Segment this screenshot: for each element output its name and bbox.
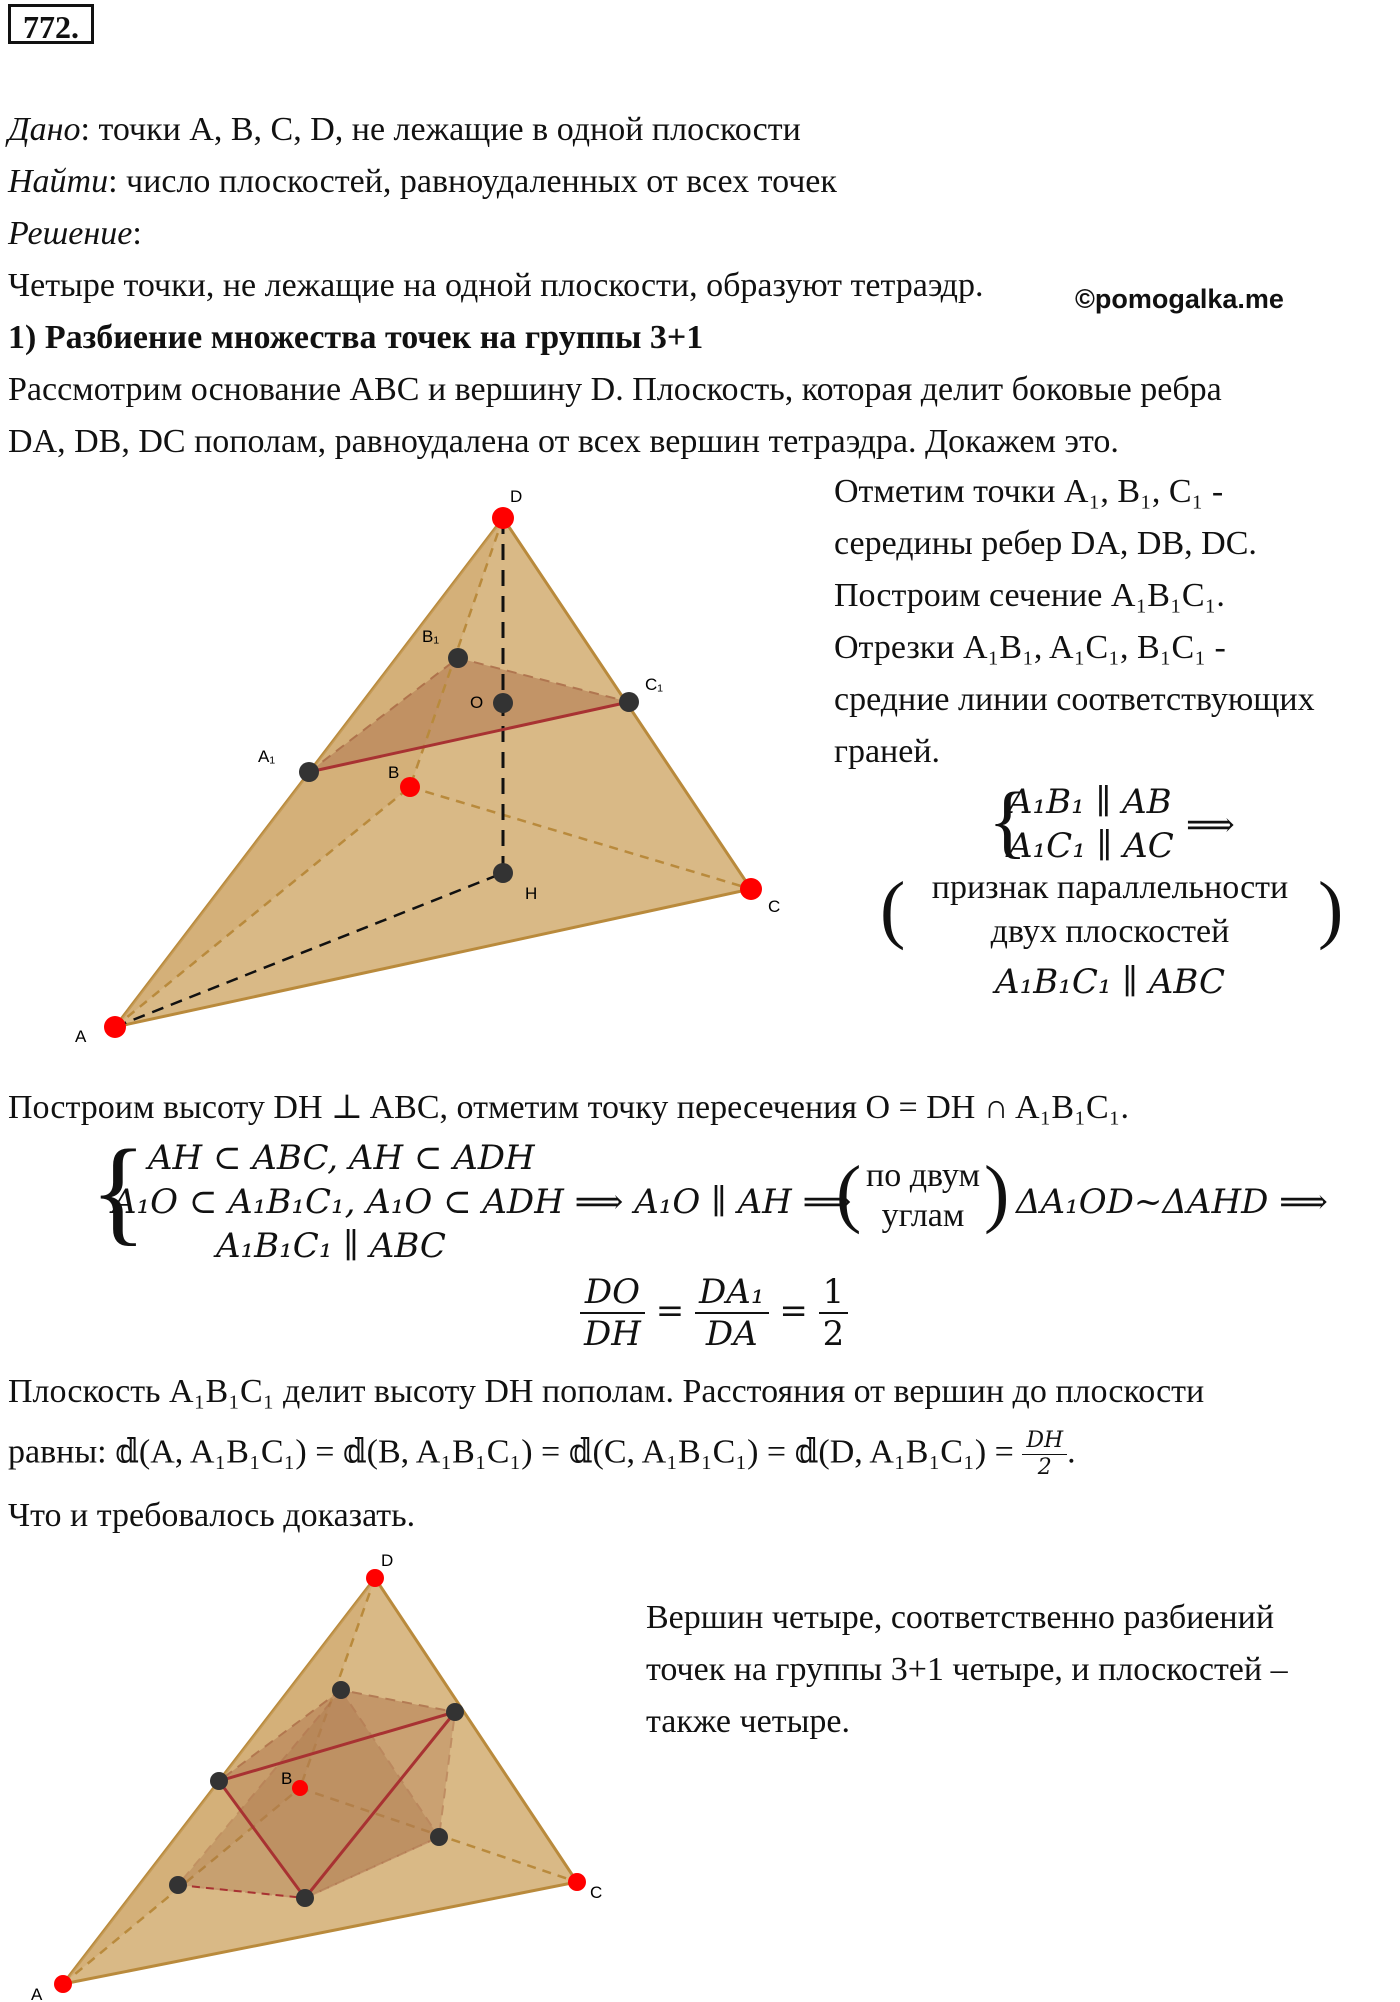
- criterion-paren-right: ): [1318, 867, 1344, 951]
- label-A1: A₁: [258, 747, 276, 766]
- point-B: [400, 777, 420, 797]
- label-H: H: [525, 884, 538, 903]
- frac1-num: DO: [580, 1272, 645, 1314]
- fraction-one-half: [819, 1272, 849, 1354]
- intro-text: Четыре точки, не лежащие на одной плоскости, образуют тетраэдр.: [8, 267, 984, 304]
- bottom-text-1: Вершин четыре, соответственно разбиений: [646, 1599, 1275, 1636]
- frac2-den: DA: [705, 1314, 758, 1354]
- solution-line: [8, 214, 142, 254]
- criterion-paren-left: (: [880, 867, 906, 951]
- right-text-6: граней.: [834, 733, 941, 770]
- right-text-4: Отрезки A₁B₁, A₁C₁, B₁C₁ -: [834, 629, 1226, 666]
- system2-line2: A₁O ⊂ A₁B₁C₁, A₁O ⊂ ADH ⟹ A₁O ∥ AH ⟹: [112, 1182, 852, 1222]
- ratio-equation: [580, 1272, 848, 1354]
- point-D: [366, 1569, 384, 1587]
- given-line: [8, 110, 801, 150]
- point-A: [104, 1016, 126, 1038]
- right-text-2: середины ребер DA, DB, DC.: [834, 525, 1257, 562]
- system2-line1: AH ⊂ ABC, AH ⊂ ADH: [148, 1138, 535, 1178]
- label-C1: C₁: [645, 675, 664, 694]
- eq2: =: [779, 1291, 808, 1331]
- plane-line2: равны: 𝕕(A, A₁B₁C₁) = 𝕕(B, A₁B₁C₁) = 𝕕(C, A₁B₁C₁) = 𝕕(D, A₁B₁C₁) =: [8, 1433, 1014, 1471]
- midpoint-DA: [210, 1772, 228, 1790]
- point-C: [740, 878, 762, 900]
- right-text-1: Отметим точки A₁, B₁, C₁ -: [834, 473, 1224, 510]
- label-C: C: [590, 1883, 603, 1902]
- fraction-DA1-DA: [695, 1272, 768, 1354]
- label-A: A: [31, 1985, 43, 2002]
- bottom-text-2: точек на группы 3+1 четыре, и плоскостей –: [646, 1651, 1288, 1688]
- point-B1: [448, 648, 468, 668]
- midpoint-AC: [296, 1889, 314, 1907]
- find-label: Найти: [8, 163, 109, 200]
- point-B: [292, 1780, 308, 1796]
- criterion-line1: признак параллельности: [931, 869, 1289, 906]
- solution-label: Решение: [8, 215, 133, 252]
- find-line: [8, 162, 837, 202]
- midpoint-DB: [332, 1681, 350, 1699]
- right-text-5: средние линии соответствующих: [834, 681, 1315, 718]
- label-B1: B₁: [422, 627, 440, 646]
- frac2-num: DA₁: [695, 1272, 768, 1314]
- label-C: C: [768, 897, 781, 916]
- frac3-num: 1: [819, 1272, 849, 1314]
- angles-line1: по двум: [866, 1157, 980, 1194]
- midpoint-BC: [430, 1828, 448, 1846]
- right-text-3: Построим сечение A₁B₁C₁.: [834, 577, 1225, 614]
- para1-line2: DA, DB, DC пополам, равноудалена от всех вершин тетраэдра. Докажем это.: [8, 423, 1119, 460]
- conclusion1: A₁B₁C₁ ∥ ABC: [995, 962, 1225, 1002]
- system2-brace: {: [90, 1125, 147, 1256]
- label-B: B: [388, 763, 400, 782]
- eq1: =: [655, 1291, 685, 1331]
- angles-paren-right: ): [984, 1151, 1010, 1235]
- system1-arrow: ⟹: [1186, 807, 1235, 844]
- section1-title: 1) Разбиение множества точек на группы 3+1: [8, 319, 704, 356]
- frac3-den: 2: [822, 1314, 845, 1354]
- bottom-text-3: также четыре.: [646, 1703, 850, 1740]
- midpoint-AB: [169, 1876, 187, 1894]
- para1-line1: Рассмотрим основание ABC и вершину D. Плоскость, которая делит боковые ребра: [8, 371, 1222, 408]
- point-D: [492, 507, 514, 529]
- point-O: [493, 693, 513, 713]
- watermark: ©pomogalka.me: [1075, 284, 1284, 314]
- plane-dot: .: [1067, 1433, 1076, 1471]
- label-O: O: [470, 693, 484, 712]
- frac1-den: DH: [584, 1314, 641, 1354]
- point-C: [568, 1873, 586, 1891]
- find-text: : число плоскостей, равноудаленных от всех точек: [108, 163, 837, 200]
- midpoint-DC: [446, 1703, 464, 1721]
- similar-triangles: ΔA₁OD~ΔAHD ⟹: [1016, 1182, 1328, 1222]
- tetrahedron-figure-2: [25, 1548, 645, 2002]
- solution-colon: :: [132, 215, 142, 252]
- angles-line2: углам: [881, 1197, 965, 1234]
- angles-paren-left: (: [836, 1151, 862, 1235]
- criterion-line2: двух плоскостей: [990, 913, 1230, 950]
- system2-line3: A₁B₁C₁ ∥ ABC: [216, 1226, 446, 1266]
- qed-line: Что и требовалось доказать.: [8, 1497, 416, 1534]
- height-line: Построим высоту DH ⊥ ABC, отметим точку пересечения O = DH ∩ A₁B₁C₁.: [8, 1089, 1129, 1126]
- system1-brace: {: [988, 775, 1028, 866]
- point-H: [493, 863, 513, 883]
- system1-line2: A₁C₁ ∥ AC: [1008, 826, 1174, 866]
- label-D: D: [510, 487, 523, 506]
- tetrahedron-figure-1: [70, 480, 810, 1050]
- system1-line1: A₁B₁ ∥ AB: [1008, 782, 1172, 822]
- given-text: : точки A, B, C, D, не лежащие в одной плоскости: [80, 111, 801, 148]
- fraction-DH-2: [1022, 1428, 1067, 1481]
- point-C1: [619, 692, 639, 712]
- label-D: D: [381, 1551, 394, 1570]
- given-label: Дано: [8, 111, 81, 148]
- point-A1: [299, 762, 319, 782]
- label-B: B: [281, 1769, 293, 1788]
- plane-line1: Плоскость A₁B₁C₁ делит высоту DH пополам. Расстояния от вершин до плоскости: [8, 1373, 1205, 1410]
- plane-frac-den: 2: [1037, 1455, 1052, 1480]
- fraction-DO-DH: [580, 1272, 645, 1354]
- plane-frac-num: DH: [1022, 1428, 1067, 1455]
- front-face: [115, 518, 751, 1027]
- problem-number: 772.: [8, 4, 94, 44]
- label-A: A: [75, 1027, 87, 1046]
- plane-line2-wrap: [8, 1428, 1076, 1481]
- point-A: [54, 1975, 72, 1993]
